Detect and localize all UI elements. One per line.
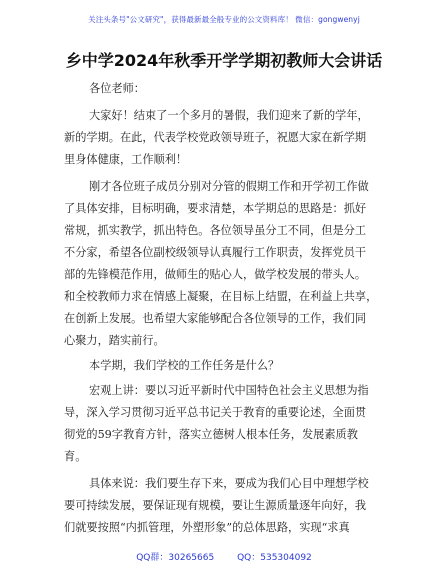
footer-contact (0, 550, 448, 563)
body-line: 大家好！结束了一个多月的暑假，我们迎来了新的学年， (89, 109, 369, 122)
body-line: 刚才各位班子成员分别对分管的假期工作和开学初工作做 (89, 180, 369, 193)
body-line: 了具体安排，目标明确，要求清楚，本学期总的思路是：抓好 (64, 202, 367, 215)
document-title: 乡中学2024年秋季开学学期初教师大会讲话 (65, 51, 383, 70)
footer-qq: QQ：535304092 (237, 553, 312, 563)
body-line: 里身体健康，工作顺利！ (64, 153, 188, 166)
body-line: 们就要按照“内抓管理，外塑形象”的总体思路，实现“求真 (64, 521, 350, 534)
footer-qq-group: QQ群：30265665 (136, 553, 215, 563)
body-line: 不分家，希望各位副校级领导认真履行工作职责，发挥党员干 (64, 246, 367, 259)
salutation: 各位老师： (89, 82, 145, 95)
body-line: 常规，抓实教学，抓出特色。各位领导虽分工不同，但是分工 (64, 224, 367, 237)
body-line: 在创新上发展。也希望大家能够配合各位领导的工作，我们同 (64, 312, 367, 325)
body-line: 宏观上讲：要以习近平新时代中国特色社会主义思想为指 (89, 384, 369, 397)
body-line: 新的学期。在此，代表学校党政领导班子，祝愿大家在新学期 (64, 131, 367, 144)
body-line: 育。 (64, 450, 87, 463)
body-line: 和全校教师力求在情感上凝聚，在目标上结盟，在利益上共享， (64, 290, 378, 303)
body-line: 本学期，我们学校的工作任务是什么？ (89, 359, 280, 372)
body-line: 部的先锋模范作用，做师生的贴心人，做学校发展的带头人。 (64, 268, 367, 281)
body-line: 导，深入学习贯彻习近平总书记关于教育的重要论述，全面贯 (64, 406, 367, 419)
header-banner: 关注头条号"公文研究"，获得最新最全般专业的公文资料库！ 微信：gongwenyj (88, 15, 360, 24)
body-line: 心聚力，踏实前行。 (64, 334, 165, 347)
body-line: 具体来说：我们要生存下来，要成为我们心目中理想学校 (89, 477, 369, 490)
body-line: 要可持续发展，要保证现有规模，要让生源质量逐年向好，我 (64, 499, 367, 512)
body-line: 彻党的59字教育方针，落实立德树人根本任务，发展素质教 (64, 428, 358, 441)
